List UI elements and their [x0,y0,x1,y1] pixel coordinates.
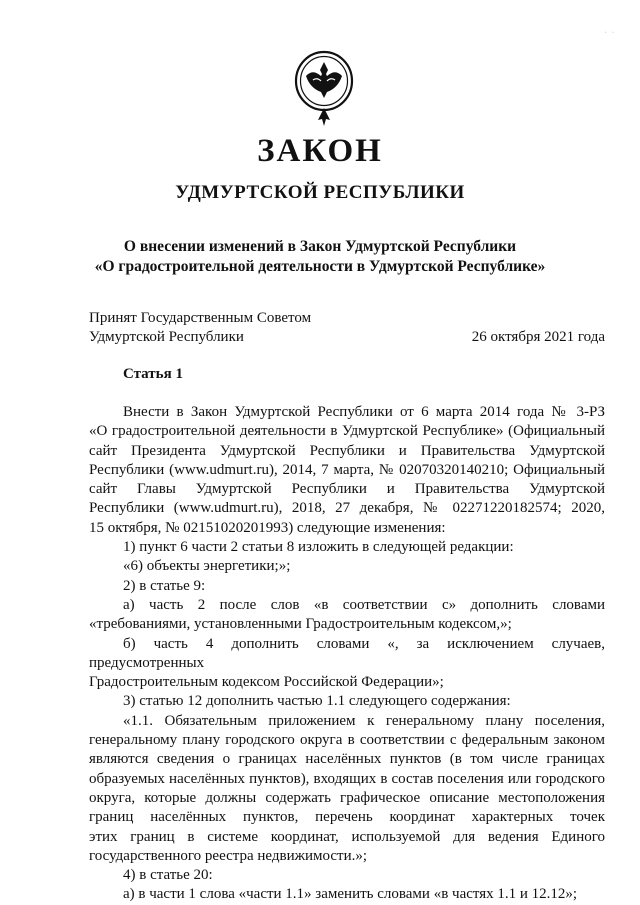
text-line: Внести в Закон Удмуртской Республики от 6 марта 2014 года № 3-РЗ [123,404,605,420]
adopted-by-line: Принят Государственным Советом [89,310,312,326]
list-item: «6) объекты энергетики;»; [123,558,291,575]
list-item: 3) статью 12 дополнить частью 1.1 следующего содержания: [123,693,511,710]
quoted-text-line: этих границ в системе координат, используемой для ведения Единого [89,828,605,845]
list-item: 2) в статье 9: [123,577,206,594]
text-line: 15 октября, № 02151020201993) следующие изменения: [89,519,446,536]
quoted-text-line: генеральному плану городского округа в соответствии с федеральным законом [89,732,605,749]
list-item: а) в части 1 слова «части 1.1» заменить словами «в частях 1.1 и 12.12»; [123,886,578,903]
article-body [89,403,605,905]
text-line: «требованиями, установленными Градостроительным кодексом,»; [89,616,512,633]
text-line: сайт Главы Удмуртской Республики и Правительства Удмуртской [89,481,605,498]
udmurt-emblem-icon [293,50,355,128]
text-line: сайт Президента Удмуртской Республики и Правительства Удмуртской [89,442,605,459]
adopted-by-line: Удмуртской Республики [89,329,244,345]
subject-line: О внесении изменений в Закон Удмуртской Республики [123,238,517,255]
adoption-block [89,309,605,347]
adoption-date: 26 октября 2021 года [471,329,605,345]
text-line: Градостроительным кодексом Российской Федерации»; [89,674,444,691]
quoted-text-line: границ населённых пунктов, перечень координат характерных точек [89,809,605,826]
scan-artifact: · · [604,30,616,36]
list-item: 4) в статье 20: [123,867,213,884]
list-item: а) часть 2 после слов «в соответствии с» дополнить словами [123,596,605,613]
quoted-text-line: «1.1. Обязательным приложением к генеральному плану поселения, [123,712,605,729]
text-line: «О градостроительной деятельности в Удмуртской Республике» (Официальный [89,423,605,440]
document-subtitle: УДМУРТСКОЙ РЕСПУБЛИКИ [175,182,465,203]
law-subject [0,237,640,277]
document-title: ЗАКОН [257,133,383,169]
subject-line: «О градостроительной деятельности в Удмуртской Республике» [94,258,546,275]
text-line: Республики (www.udmurt.ru), 2014, 7 марта, № 02070320140210; Официальный [89,461,605,478]
quoted-text-line: образуемых населённых пунктов), входящих в состав поселения или городского [89,770,605,787]
quoted-text-line: являются сведения о границах населённых пунктов (в том числе границах [89,751,605,768]
article-heading: Статья 1 [123,366,183,382]
quoted-text-line: государственного реестра недвижимости.»; [89,847,368,864]
list-item: 1) пункт 6 части 2 статьи 8 изложить в следующей редакции: [123,539,514,556]
quoted-text-line: округа, которые должны содержать графическое описание местоположения [89,789,605,806]
text-line: Республики (www.udmurt.ru), 2018, 27 декабря, № 02271220182574; 2020, [89,500,605,517]
list-item: б) часть 4 дополнить словами «, за исключением случаев, предусмотренных [89,635,605,671]
